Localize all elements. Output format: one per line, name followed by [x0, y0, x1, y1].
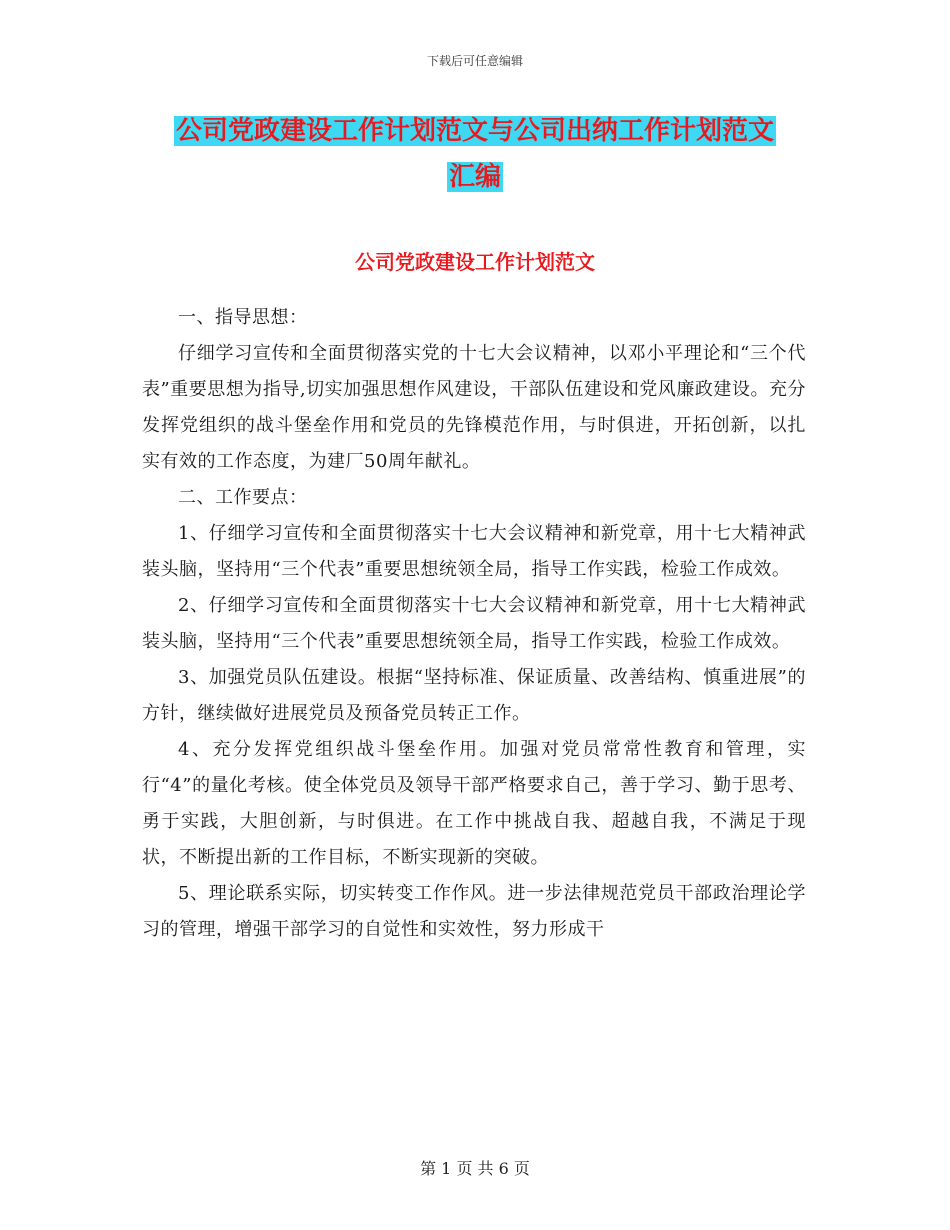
document-title-line-2: [140, 154, 810, 200]
title-highlight-1: 公司党政建设工作计划范文与公司出纳工作计划范文: [175, 116, 774, 146]
paragraph-guiding-heading: 一、指导思想：: [178, 307, 308, 328]
title-highlight-2: 汇编: [448, 162, 501, 192]
paragraph-point-5: 5、理论联系实际，切实转变工作作风。进一步法律规范党员干部政治理论学习的管理，增强干部学习的自觉性和实效性，努力形成干: [142, 883, 806, 940]
header-note: 下载后可任意编辑: [426, 54, 523, 68]
paragraph-guiding-text: 仔细学习宣传和全面贯彻落实党的十七大会议精神，以邓小平理论和“三个代表”重要思想为指导,切实加强思想作风建设，干部队伍建设和党风廉政建设。充分发挥党组织的战斗堡垒作用和党员的先锋模范作用，与时俱进，开拓创新，以扎实有效的工作态度，为建厂50周年献礼。: [142, 343, 806, 472]
paragraph-point-1: 1、仔细学习宣传和全面贯彻落实十七大会议精神和新党章，用十七大精神武装头脑，坚持用“三个代表”重要思想统领全局，指导工作实践，检验工作成效。: [142, 523, 806, 580]
paragraph-work-points-heading: 二、工作要点：: [178, 487, 308, 508]
page-footer: 第 1 页 共 6 页: [420, 1159, 530, 1178]
paragraph-point-2: 2、仔细学习宣传和全面贯彻落实十七大会议精神和新党章，用十七大精神武装头脑，坚持用“三个代表”重要思想统领全局，指导工作实践，检验工作成效。: [142, 595, 806, 652]
document-body: [142, 300, 806, 948]
paragraph-point-3: 3、加强党员队伍建设。根据“坚持标准、保证质量、改善结构、慎重进展”的方针，继续做好进展党员及预备党员转正工作。: [142, 667, 806, 724]
document-title: [140, 108, 810, 200]
section-title: 公司党政建设工作计划范文: [355, 250, 595, 274]
paragraph-point-4: 4、充分发挥党组织战斗堡垒作用。加强对党员常常性教育和管理，实行“4”的量化考核。使全体党员及领导干部严格要求自己，善于学习、勤于思考、勇于实践，大胆创新，与时俱进。在工作中挑战自我、超越自我，不满足于现状，不断提出新的工作目标，不断实现新的突破。: [142, 739, 806, 868]
document-title-line-1: [140, 108, 810, 154]
